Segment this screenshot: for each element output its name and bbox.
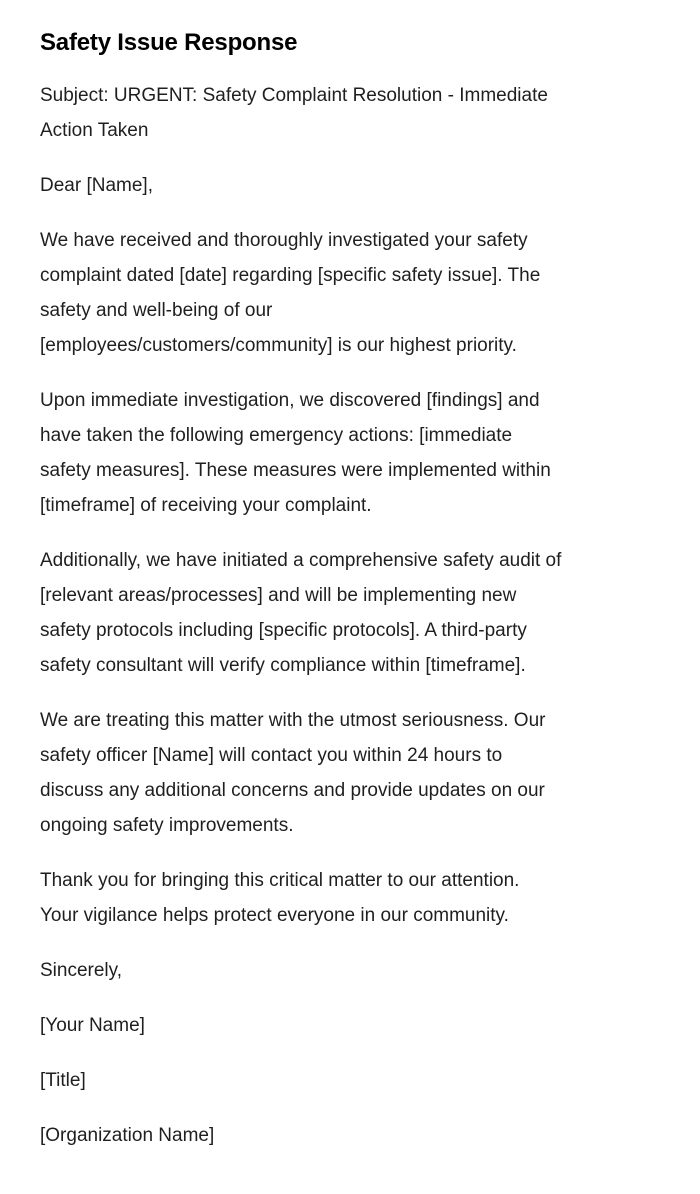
paragraph [40, 1063, 660, 1098]
text-line: Subject: URGENT: Safety Complaint Resolution - Immediate [40, 85, 548, 106]
text-line: We are treating this matter with the utmost seriousness. Our [40, 710, 546, 731]
text-line: Sincerely, [40, 960, 123, 981]
text-line: safety measures]. These measures were implemented within [40, 460, 551, 481]
paragraph [40, 223, 660, 363]
paragraph [40, 168, 660, 203]
paragraph [40, 383, 660, 523]
page-title: Safety Issue Response [40, 29, 298, 56]
paragraph [40, 953, 660, 988]
letter-body [40, 78, 660, 1153]
text-line: Your vigilance helps protect everyone in our community. [40, 905, 509, 926]
paragraph [40, 543, 660, 683]
paragraph [40, 1008, 660, 1043]
text-line: [timeframe] of receiving your complaint. [40, 495, 372, 516]
text-line: safety protocols including [specific protocols]. A third-party [40, 620, 527, 641]
text-line: Thank you for bringing this critical matter to our attention. [40, 870, 520, 891]
paragraph [40, 863, 660, 933]
text-line: [employees/customers/community] is our highest priority. [40, 335, 517, 356]
text-line: safety and well-being of our [40, 300, 273, 321]
text-line: [Title] [40, 1070, 86, 1091]
text-line: [Your Name] [40, 1015, 145, 1036]
text-line: Dear [Name], [40, 175, 153, 196]
text-line: complaint dated [date] regarding [specific safety issue]. The [40, 265, 541, 286]
paragraph [40, 1118, 660, 1153]
text-line: discuss any additional concerns and provide updates on our [40, 780, 545, 801]
text-line: Action Taken [40, 120, 149, 141]
text-line: [relevant areas/processes] and will be implementing new [40, 585, 517, 606]
text-line: safety consultant will verify compliance within [timeframe]. [40, 655, 526, 676]
text-line: Upon immediate investigation, we discovered [findings] and [40, 390, 540, 411]
text-line: ongoing safety improvements. [40, 815, 294, 836]
text-line: Additionally, we have initiated a comprehensive safety audit of [40, 550, 562, 571]
paragraph [40, 78, 660, 148]
text-line: safety officer [Name] will contact you within 24 hours to [40, 745, 503, 766]
text-line: [Organization Name] [40, 1125, 215, 1146]
text-line: We have received and thoroughly investigated your safety [40, 230, 528, 251]
paragraph [40, 703, 660, 843]
text-line: have taken the following emergency actions: [immediate [40, 425, 513, 446]
